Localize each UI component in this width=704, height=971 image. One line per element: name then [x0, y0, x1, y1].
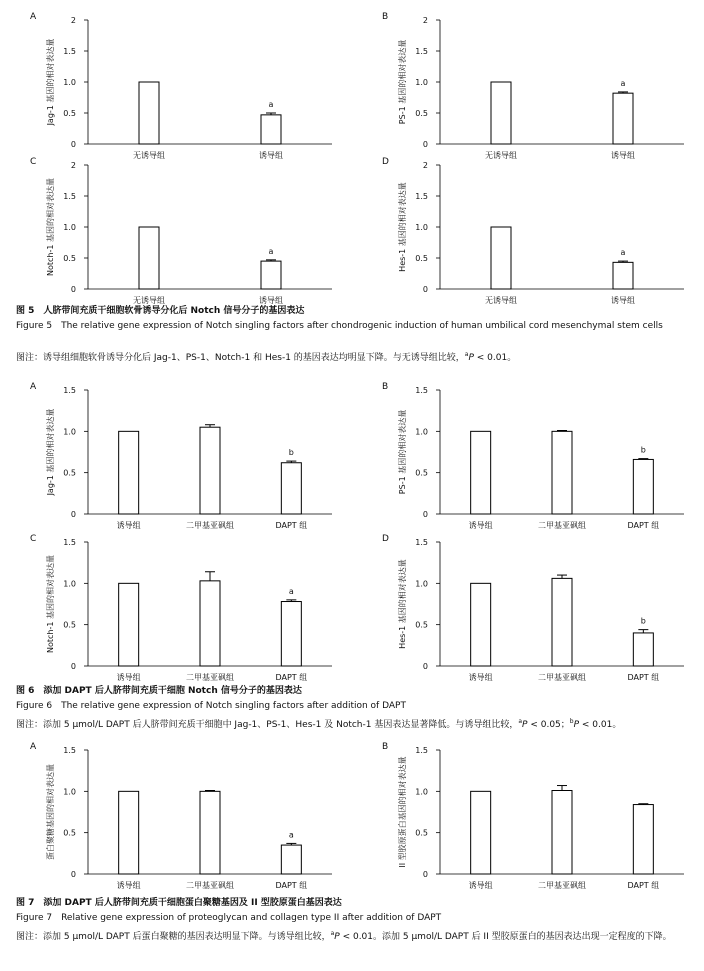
panel-label: B: [382, 12, 389, 22]
y-tick-label: 0.5: [415, 254, 428, 263]
note-sup: a: [464, 351, 469, 358]
x-tick-label: 二甲基亚砜组: [538, 673, 586, 682]
figure5-caption-cn: 图 5 人脐带间充质干细胞软骨诱导分化后 Notch 信号分子的基因表达: [16, 306, 305, 316]
y-tick-label: 0.5: [415, 468, 428, 478]
note-italic: P: [573, 720, 580, 730]
figure7-note: [16, 927, 696, 944]
x-tick-label: 二甲基亚砜组: [186, 521, 234, 530]
y-tick-label: 0: [422, 510, 428, 519]
figure6-note: [16, 715, 621, 732]
note-text: 图注：添加 5 μmol/L DAPT 后人脐带间充质干细胞中 Jag-1、PS-1、Hes-1 及 Notch-1 基因表达显著降低。与诱导组比较，: [16, 720, 519, 730]
y-tick-label: 1.5: [63, 746, 76, 755]
bar: [281, 602, 301, 666]
y-tick-label: 0: [422, 285, 428, 294]
significance-label: a: [288, 586, 294, 596]
figure5-note: [16, 348, 516, 365]
y-axis-label: Notch-1 基因的相对表达量: [46, 554, 55, 654]
x-tick-label: 诱导组: [468, 673, 493, 682]
bar: [119, 431, 139, 514]
bar: [200, 427, 220, 514]
bar: [200, 581, 220, 666]
chart-fig6-c: [0, 532, 352, 682]
x-tick-label: 诱导组: [611, 151, 635, 160]
y-axis-label: Notch-1 基因的相对表达量: [46, 177, 55, 277]
x-tick-label: 诱导组: [116, 881, 141, 890]
x-tick-label: DAPT 组: [627, 673, 660, 682]
chart-fig5-a: [0, 10, 352, 160]
significance-label: b: [640, 445, 646, 455]
panel-label: C: [30, 534, 37, 544]
bar: [633, 459, 653, 514]
y-tick-label: 0.5: [63, 109, 76, 118]
bar: [552, 791, 572, 874]
significance-label: b: [288, 448, 294, 458]
y-tick-label: 0.5: [63, 620, 76, 630]
figure5-caption-en: Figure 5 The relative gene expression of Notch singling factors after chondrogenic induction of human umbilical cord mesenchymal stem cells: [16, 321, 663, 331]
y-tick-label: 0.5: [63, 828, 76, 838]
y-tick-label: 1.0: [63, 223, 76, 232]
y-tick-label: 1.5: [63, 386, 76, 395]
note-sup: b: [569, 718, 574, 725]
x-tick-label: 诱导组: [116, 521, 141, 530]
note-sup: a: [518, 718, 523, 725]
x-tick-label: 二甲基亚砜组: [186, 673, 234, 682]
y-tick-label: 2: [422, 16, 428, 25]
y-tick-label: 1.0: [415, 427, 428, 437]
y-tick-label: 0.5: [63, 254, 76, 263]
bar: [139, 82, 159, 144]
significance-label: b: [640, 616, 646, 626]
note-text: 图注：添加 5 μmol/L DAPT 后蛋白聚糖的基因表达明显下降。与诱导组比较，: [16, 932, 331, 942]
x-tick-label: 诱导组: [116, 673, 141, 682]
y-tick-label: 0: [70, 140, 76, 149]
figure6-caption-en: Figure 6 The relative gene expression of Notch singling factors after addition of DAPT: [16, 701, 406, 711]
y-tick-label: 0.5: [63, 468, 76, 478]
y-tick-label: 2: [70, 16, 76, 25]
x-tick-label: 诱导组: [259, 151, 283, 160]
x-tick-label: DAPT 组: [275, 881, 308, 890]
bar: [613, 262, 633, 289]
y-tick-label: 0: [422, 870, 428, 879]
chart-fig5-d: [352, 155, 704, 305]
bar: [633, 805, 653, 874]
y-tick-label: 1.5: [415, 538, 428, 547]
y-tick-label: 1.5: [415, 192, 428, 201]
panel-label: D: [382, 157, 389, 167]
bar: [633, 633, 653, 666]
y-tick-label: 0: [70, 285, 76, 294]
note-italic: P: [468, 353, 474, 363]
bar: [119, 583, 139, 666]
y-tick-label: 1.5: [415, 746, 428, 755]
y-tick-label: 1.0: [415, 223, 428, 232]
chart-fig5-b: [352, 10, 704, 160]
figure6-caption-cn: 图 6 添加 DAPT 后人脐带间充质干细胞 Notch 信号分子的基因表达: [16, 686, 302, 696]
x-tick-label: DAPT 组: [627, 881, 660, 890]
chart-fig6-b: [352, 380, 704, 530]
bar: [281, 463, 301, 514]
x-tick-label: DAPT 组: [275, 521, 308, 530]
y-tick-label: 1.0: [415, 78, 428, 87]
x-tick-label: 二甲基亚砜组: [186, 881, 234, 890]
note-sup: a: [330, 930, 335, 937]
y-tick-label: 1.0: [63, 427, 76, 437]
significance-label: a: [620, 78, 626, 88]
y-tick-label: 0: [422, 140, 428, 149]
x-tick-label: 无诱导组: [133, 296, 165, 305]
y-axis-label: Jag-1 基因的相对表达量: [46, 38, 55, 126]
y-tick-label: 1.5: [63, 538, 76, 547]
significance-label: a: [268, 100, 274, 109]
y-axis-label: PS-1 基因的相对表达量: [398, 39, 407, 125]
y-tick-label: 0: [422, 662, 428, 671]
x-tick-label: 诱导组: [468, 881, 493, 890]
chart-fig7-b: [352, 740, 704, 890]
y-tick-label: 0: [70, 662, 76, 671]
y-tick-label: 0: [70, 870, 76, 879]
y-tick-label: 0.5: [415, 828, 428, 838]
y-axis-label: II 型胶原蛋白基因的相对表达量: [398, 756, 407, 868]
x-tick-label: DAPT 组: [275, 673, 308, 682]
y-axis-label: Hes-1 基因的相对表达量: [398, 182, 407, 272]
bar: [471, 583, 491, 666]
y-tick-label: 1.5: [63, 192, 76, 201]
x-tick-label: 诱导组: [611, 296, 635, 305]
note-italic: P: [334, 932, 340, 942]
chart-fig6-a: [0, 380, 352, 530]
note-text: < 0.01。: [473, 353, 517, 363]
panel-label: A: [30, 382, 37, 392]
x-tick-label: 二甲基亚砜组: [538, 881, 586, 890]
bar: [139, 227, 159, 289]
bar: [552, 578, 572, 666]
y-tick-label: 1.0: [63, 579, 76, 589]
y-tick-label: 2: [422, 161, 428, 170]
figure7-caption-cn: 图 7 添加 DAPT 后人脐带间充质干细胞蛋白聚糖基因及 II 型胶原蛋白基因表达: [16, 898, 342, 908]
y-tick-label: 1.0: [63, 787, 76, 797]
y-tick-label: 0.5: [415, 620, 428, 630]
bar: [200, 791, 220, 874]
chart-fig6-d: [352, 532, 704, 682]
note-text: < 0.01。: [579, 720, 622, 730]
panel-label: A: [30, 742, 37, 752]
y-tick-label: 1.5: [63, 47, 76, 56]
y-tick-label: 1.0: [415, 787, 428, 797]
note-text: < 0.01。添加 5 μmol/L DAPT 后 II 型胶原蛋白的基因表达出现一定程度的下降。: [339, 932, 672, 942]
note-text: 图注：诱导组细胞软骨诱导分化后 Jag-1、PS-1、Notch-1 和 Hes-1 的基因表达均明显下降。与无诱导组比较，: [16, 353, 465, 363]
y-tick-label: 1.5: [415, 47, 428, 56]
panel-label: D: [382, 534, 389, 544]
y-tick-label: 2: [70, 161, 76, 170]
bar: [552, 431, 572, 514]
chart-fig7-a: [0, 740, 352, 890]
panel-label: C: [30, 157, 37, 167]
bar: [281, 845, 301, 874]
y-axis-label: PS-1 基因的相对表达量: [398, 409, 407, 495]
bar: [471, 431, 491, 514]
significance-label: a: [620, 248, 626, 258]
bar: [471, 791, 491, 874]
x-tick-label: 无诱导组: [485, 151, 517, 160]
bar: [261, 261, 281, 289]
x-tick-label: 诱导组: [259, 296, 283, 305]
note-italic: P: [522, 720, 528, 730]
panel-label: A: [30, 12, 37, 22]
y-tick-label: 0.5: [415, 109, 428, 118]
x-tick-label: 无诱导组: [485, 296, 517, 305]
significance-label: a: [288, 830, 294, 840]
y-axis-label: 蛋白聚糖基因的相对表达量: [46, 764, 55, 860]
x-tick-label: 无诱导组: [133, 151, 165, 160]
y-tick-label: 1.0: [63, 78, 76, 87]
y-tick-label: 0: [70, 510, 76, 519]
panel-label: B: [382, 742, 389, 752]
bar: [261, 115, 281, 144]
figure7-caption-en: Figure 7 Relative gene expression of proteoglycan and collagen type II after addition of DAPT: [16, 913, 442, 923]
bar: [119, 791, 139, 874]
bar: [491, 82, 511, 144]
note-text: < 0.05；: [527, 720, 570, 730]
bar: [613, 93, 633, 144]
significance-label: a: [268, 246, 274, 256]
chart-fig5-c: [0, 155, 352, 305]
y-tick-label: 1.5: [415, 386, 428, 395]
y-axis-label: Hes-1 基因的相对表达量: [398, 559, 407, 649]
panel-label: B: [382, 382, 389, 392]
x-tick-label: 诱导组: [468, 521, 493, 530]
x-tick-label: 二甲基亚砜组: [538, 521, 586, 530]
bar: [491, 227, 511, 289]
y-tick-label: 1.0: [415, 579, 428, 589]
y-axis-label: Jag-1 基因的相对表达量: [46, 408, 55, 496]
x-tick-label: DAPT 组: [627, 521, 660, 530]
